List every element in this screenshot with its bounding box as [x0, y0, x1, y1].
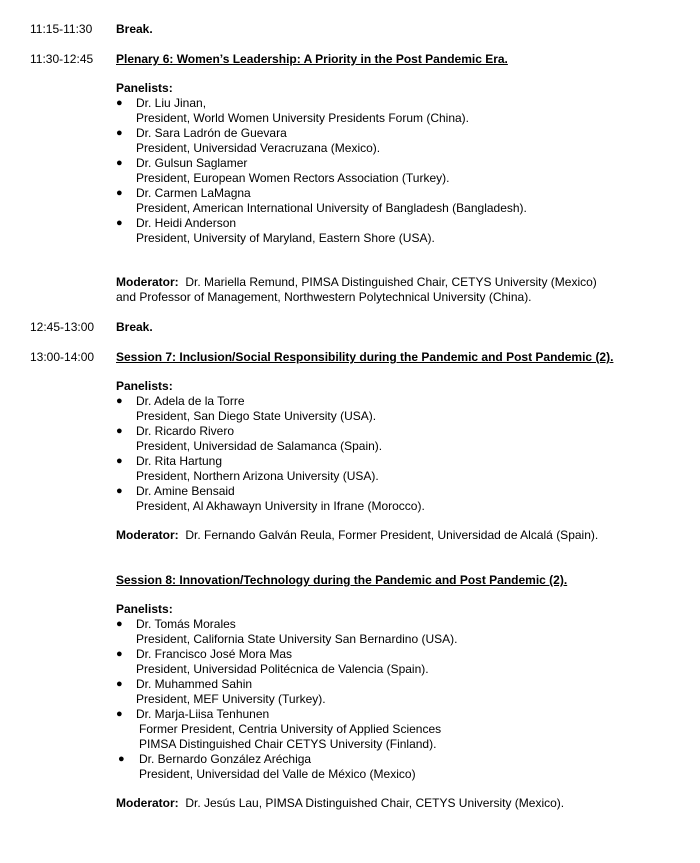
bullet-icon: ● [116, 678, 123, 690]
panelist-role: President, University of Maryland, Eastern Shore (USA). [136, 231, 435, 245]
panelist-name: Dr. Liu Jinan, [136, 96, 207, 110]
panelist-role: President, Universidad Veracruzana (Mexico). [136, 141, 381, 155]
plenary-6-panelists-label: Panelists: [116, 81, 173, 95]
bullet-icon: ● [116, 455, 123, 467]
panelist-name: Dr. Tomás Morales [136, 617, 236, 631]
panelist-role: President, Universidad del Valle de México (Mexico) [139, 767, 416, 781]
panelist-role: Former President, Centria University of Applied Sciences [139, 722, 442, 736]
panelist-entry [136, 186, 527, 216]
panelist-role: President, Northern Arizona University (USA). [136, 469, 379, 483]
panelist-name: Dr. Adela de la Torre [136, 394, 245, 408]
panelist-entry [139, 752, 416, 782]
panelist-entry [136, 424, 382, 454]
moderator-line-1: Dr. Mariella Remund, PIMSA Distinguished Chair, CETYS University (Mexico) [185, 275, 597, 289]
panelist-name: Dr. Ricardo Rivero [136, 424, 235, 438]
panelist-role: President, Universidad Politécnica de Valencia (Spain). [136, 662, 429, 676]
panelist-entry [136, 394, 376, 424]
break-title-2: Break. [116, 320, 153, 334]
panelist-entry [136, 156, 449, 186]
panelist-entry [136, 617, 457, 647]
panelist-entry [136, 707, 441, 752]
bullet-icon: ● [118, 753, 125, 765]
break-title-1: Break. [116, 22, 153, 36]
bullet-icon: ● [116, 127, 123, 139]
bullet-icon: ● [116, 618, 123, 630]
panelist-name: Dr. Francisco José Mora Mas [136, 647, 293, 661]
time-slot-plenary-6: 11:30-12:45 [30, 52, 94, 66]
moderator-text: Dr. Fernando Galván Reula, Former President, Universidad de Alcalá (Spain). [185, 528, 599, 542]
bullet-icon: ● [116, 485, 123, 497]
panelist-entry [136, 677, 326, 707]
panelist-name: Dr. Rita Hartung [136, 454, 223, 468]
moderator-label: Moderator: [116, 528, 179, 542]
panelist-role: President, Universidad de Salamanca (Spain). [136, 439, 383, 453]
panelist-role: President, MEF University (Turkey). [136, 692, 326, 706]
panelist-name: Dr. Carmen LaMagna [136, 186, 251, 200]
panelist-name: Dr. Marja-Liisa Tenhunen [136, 707, 270, 721]
moderator-text: Dr. Jesús Lau, PIMSA Distinguished Chair, CETYS University (Mexico). [185, 796, 565, 810]
bullet-icon: ● [116, 187, 123, 199]
panelist-role-line-2: PIMSA Distinguished Chair CETYS University (Finland). [139, 737, 437, 751]
session-7-moderator [116, 528, 686, 543]
session-8-moderator [116, 796, 686, 811]
moderator-label: Moderator: [116, 275, 179, 289]
panelist-name: Dr. Amine Bensaid [136, 484, 235, 498]
panelist-entry [136, 216, 435, 246]
time-slot-break-1: 11:15-11:30 [30, 22, 93, 36]
bullet-icon: ● [116, 157, 123, 169]
bullet-icon: ● [116, 425, 123, 437]
bullet-icon: ● [116, 648, 123, 660]
panelist-role: President, Al Akhawayn University in Ifrane (Morocco). [136, 499, 425, 513]
panelist-entry [136, 454, 379, 484]
plenary-6-title: Plenary 6: Women’s Leadership: A Priority in the Post Pandemic Era. [116, 52, 508, 66]
bullet-icon: ● [116, 395, 123, 407]
time-slot-session-7: 13:00-14:00 [30, 350, 95, 364]
panelist-name: Dr. Bernardo González Aréchiga [139, 752, 312, 766]
bullet-icon: ● [116, 97, 123, 109]
panelist-entry [136, 484, 425, 514]
bullet-icon: ● [116, 217, 123, 229]
session-8-panelists-label: Panelists: [116, 602, 173, 616]
moderator-label: Moderator: [116, 796, 179, 810]
session-7-panelists-label: Panelists: [116, 379, 173, 393]
panelist-name: Dr. Heidi Anderson [136, 216, 237, 230]
session-7-title: Session 7: Inclusion/Social Responsibility during the Pandemic and Post Pandemic (2). [116, 350, 614, 364]
moderator-line-2: and Professor of Management, Northwestern Polytechnical University (China). [116, 290, 532, 304]
panelist-name: Dr. Muhammed Sahin [136, 677, 253, 691]
panelist-role: President, European Women Rectors Association (Turkey). [136, 171, 450, 185]
panelist-entry [136, 126, 380, 156]
plenary-6-moderator [116, 275, 686, 305]
panelist-role: President, American International University of Bangladesh (Bangladesh). [136, 201, 527, 215]
panelist-role: President, World Women University Presidents Forum (China). [136, 111, 469, 125]
bullet-icon: ● [116, 708, 123, 720]
panelist-name: Dr. Gulsun Saglamer [136, 156, 248, 170]
time-slot-break-2: 12:45-13:00 [30, 320, 95, 334]
panelist-role: President, California State University San Bernardino (USA). [136, 632, 458, 646]
session-8-title: Session 8: Innovation/Technology during the Pandemic and Post Pandemic (2). [116, 573, 568, 587]
panelist-entry [136, 647, 429, 677]
panelist-role: President, San Diego State University (USA). [136, 409, 377, 423]
panelist-name: Dr. Sara Ladrón de Guevara [136, 126, 287, 140]
panelist-entry [136, 96, 469, 126]
